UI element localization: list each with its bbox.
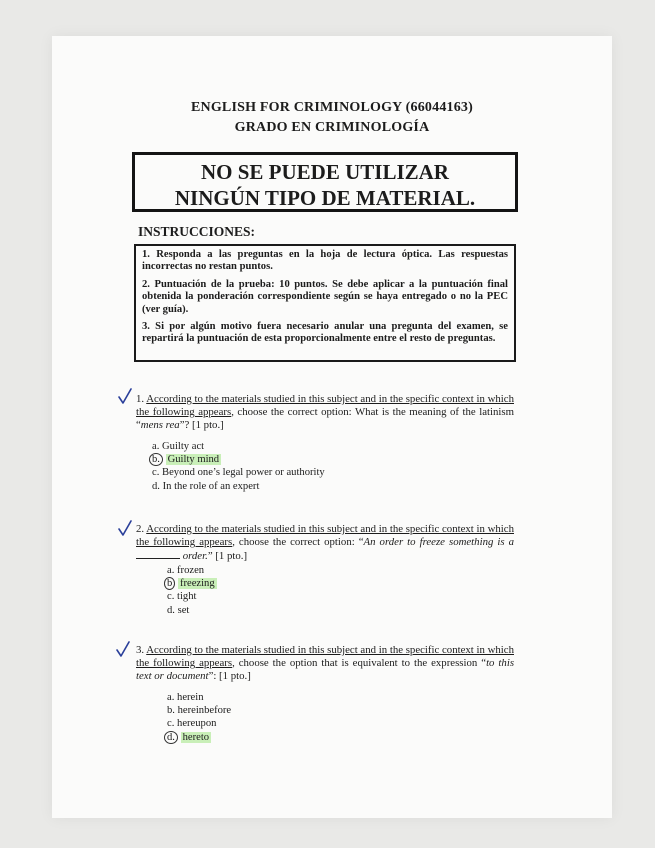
option-c[interactable]: c. hereupon (167, 718, 217, 730)
highlighted-answer: hereto (182, 731, 210, 743)
question-2 (136, 523, 514, 564)
question-number: 3. (136, 644, 145, 656)
question-context: According to the materials studied in this subject and in the specific context in which the following appears (136, 393, 514, 419)
instructions-box (134, 244, 516, 362)
answer-circle: d. (164, 731, 178, 744)
question-number: 2. (136, 523, 145, 535)
fill-in-blank (136, 549, 180, 559)
answer-circle: b. (149, 453, 163, 466)
question-context: According to the materials studied in this subject and in the specific context in which the following appears (136, 523, 514, 549)
option-a[interactable]: a. herein (167, 692, 204, 703)
question-1 (136, 393, 514, 433)
option-b-selected[interactable] (152, 453, 325, 466)
option-c[interactable]: c. Beyond one’s legal power or authority (152, 467, 325, 479)
course-title: ENGLISH FOR CRIMINOLOGY (66044163) (190, 100, 473, 115)
question-2-options (167, 564, 217, 617)
highlighted-answer: freezing (179, 578, 215, 590)
option-d[interactable]: d. In the role of an expert (152, 480, 260, 492)
option-b-selected[interactable] (167, 577, 217, 590)
degree-title: GRADO EN CRIMINOLOGÍA (234, 120, 430, 135)
instruction-item-1: 1. Responda a las preguntas en la hoja de lectura óptica. Las respuestas incorrectas no restan puntos. (142, 249, 508, 273)
exam-sheet (52, 36, 612, 818)
question-context: According to the materials studied in this subject and in the specific context in which the following appears (136, 644, 514, 670)
question-sentence-start: An order to freeze something is a (363, 536, 515, 549)
option-c[interactable]: c. tight (167, 591, 197, 603)
question-points: ” [1 pto.] (207, 550, 248, 563)
option-d[interactable]: d. set (167, 604, 190, 616)
instruction-item-3: 3. Si por algún motivo fuera necesario anular una pregunta del examen, se repartirá la puntuación de esta proporcionalmente entre el resto de preguntas. (142, 321, 508, 345)
question-term: mens rea (140, 419, 180, 432)
question-1-options (152, 440, 325, 493)
highlighted-answer: Guilty mind (167, 454, 220, 466)
checkmark-icon (118, 520, 132, 536)
question-points: ”? [1 pto.] (179, 419, 224, 432)
warning-line-1: NO SE PUEDE UTILIZAR (201, 160, 449, 184)
question-expression: to this text or document (136, 657, 515, 683)
question-3 (136, 644, 514, 684)
instructions-label: INSTRUCCIONES: (138, 224, 256, 239)
question-number: 1. (136, 393, 145, 405)
answer-circle: b (164, 577, 175, 590)
question-points: ”: [1 pto.] (208, 670, 251, 683)
question-text: , choose the correct option: “ (232, 536, 364, 549)
question-text: , choose the option that is equivalent to the expression “ (232, 657, 487, 670)
warning-line-2: NINGÚN TIPO DE MATERIAL. (174, 186, 476, 210)
checkmark-icon (116, 641, 130, 657)
no-material-warning-box (132, 152, 518, 212)
option-a[interactable]: a. frozen (167, 565, 205, 576)
question-3-options (167, 691, 231, 744)
option-a[interactable]: a. Guilty act (152, 441, 205, 452)
checkmark-icon (118, 388, 132, 404)
instruction-item-2: 2. Puntuación de la prueba: 10 puntos. Se debe aplicar a la puntuación final obtenida la ponderación correspondiente según se haya entregado o no la PEC (ver guía). (142, 278, 508, 315)
question-text: , choose the correct option: What is the meaning of the latinism “ (136, 406, 515, 432)
option-d-selected[interactable] (167, 731, 231, 744)
question-sentence-end: order. (182, 550, 208, 563)
option-b[interactable]: b. hereinbefore (167, 705, 232, 717)
